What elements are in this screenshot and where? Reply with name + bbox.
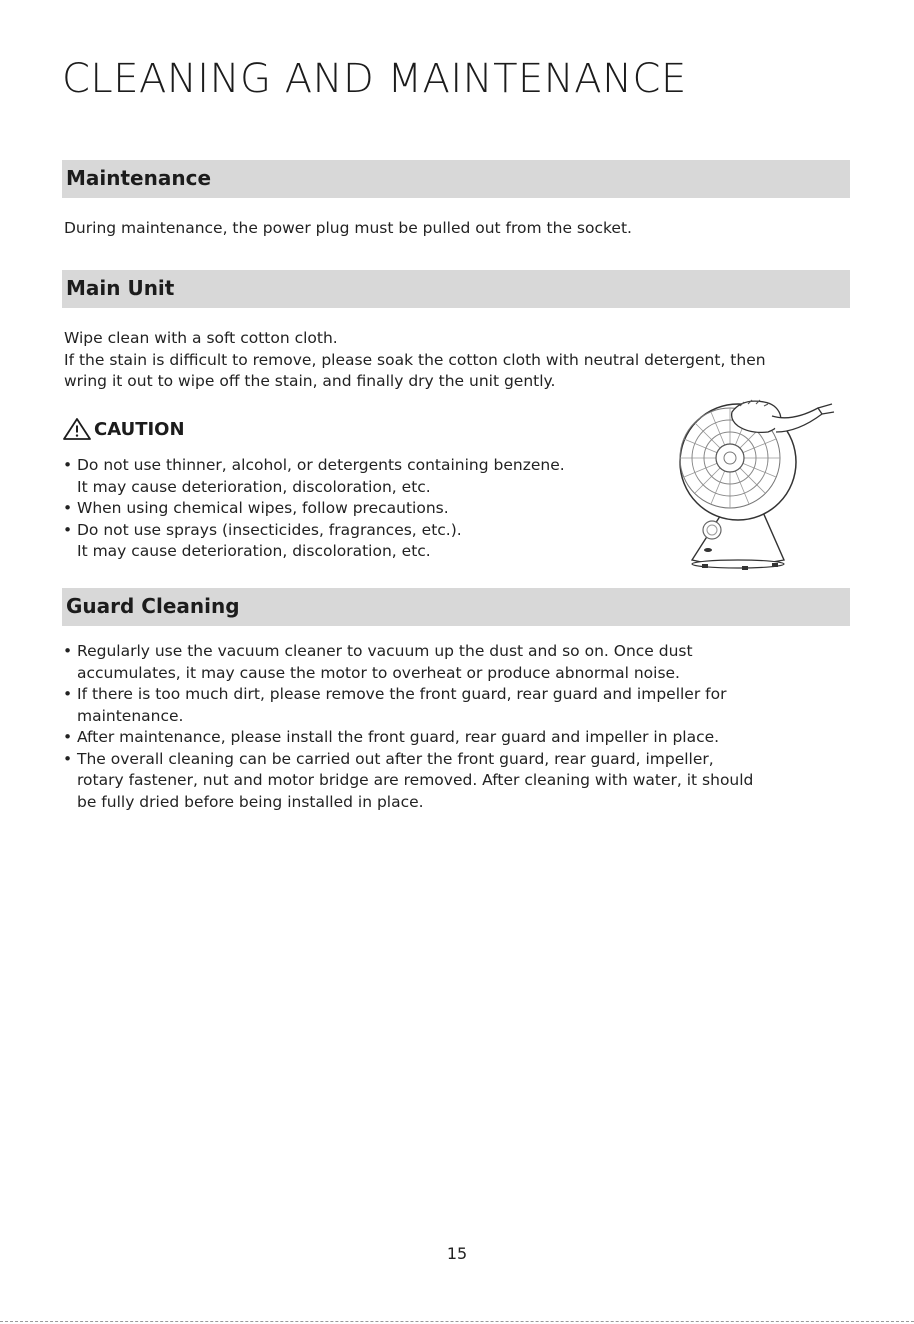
list-item: • If there is too much dirt, please remove the front guard, rear guard and impeller for maintenance. [62,684,753,727]
caution-list [62,455,565,563]
text-line: If the stain is difficult to remove, please soak the cotton cloth with neutral detergent, then [64,350,766,369]
list-item: • After maintenance, please install the front guard, rear guard and impeller in place. [62,727,753,749]
main-unit-text [64,328,766,393]
list-item: • The overall cleaning can be carried out after the front guard, rear guard, impeller, rotary fastener, nut and motor bridge are removed. After cleaning with water, it should be fully dried before being installed in place. [62,749,753,814]
section-header-guard-cleaning [62,588,850,626]
section-heading: Guard Cleaning [66,594,240,618]
list-item: • Do not use sprays (insecticides, fragrances, etc.). It may cause deterioration, discoloration, etc. [62,520,565,563]
list-item: • Regularly use the vacuum cleaner to vacuum up the dust and so on. Once dust accumulates, it may cause the motor to overheat or produce abnormal noise. [62,641,753,684]
caution-heading [62,416,185,442]
maintenance-text: During maintenance, the power plug must be pulled out from the socket. [64,219,632,237]
section-heading: Main Unit [66,276,175,300]
section-header-maintenance [62,160,850,198]
page-number: 15 [446,1244,468,1263]
guard-cleaning-list [62,641,753,813]
text-line: Wipe clean with a soft cotton cloth. [64,329,338,347]
list-item: • Do not use thinner, alcohol, or detergents containing benzene. It may cause deterioration, discoloration, etc. [62,455,565,498]
text-line: wring it out to wipe off the stain, and finally dry the unit gently. [64,372,556,390]
page-title: CLEANING AND MAINTENANCE [62,56,687,102]
section-header-main-unit [62,270,850,308]
fan-cleaning-illustration [672,392,842,574]
list-item: • When using chemical wipes, follow precautions. [62,498,565,520]
warning-triangle-icon [62,417,92,441]
section-heading: Maintenance [66,166,212,190]
caution-label: CAUTION [94,418,185,440]
page-edge-divider [0,1321,914,1322]
